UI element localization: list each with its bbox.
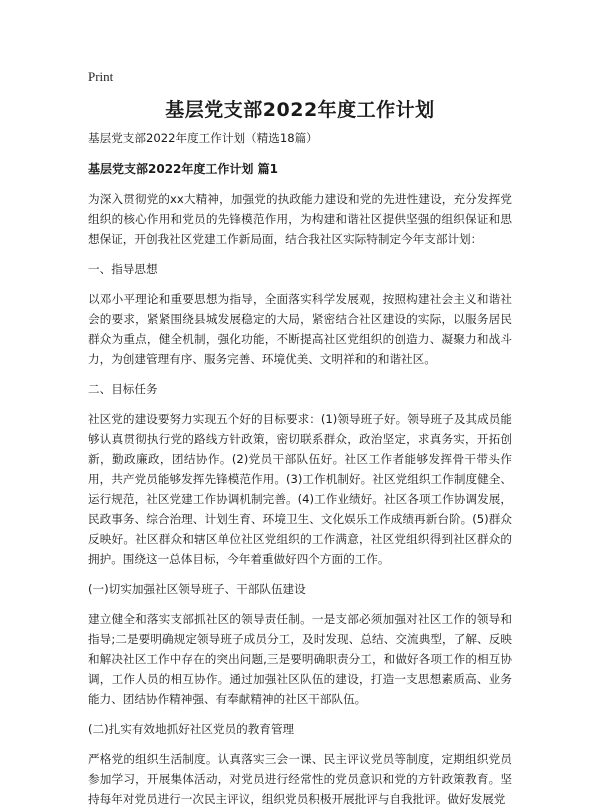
goals-tasks-paragraph: 社区党的建设要努力实现五个好的目标要求：(1)领导班子好。领导班子及其成员能够认真贯彻执行党的路线方针政策，密切联系群众，政治坚定，求真务实，开拓创新，勤政廉政，团结协作。(2)党员干部队伍好。社区工作者能够发挥骨干带头作用，共产党员能够发挥先锋模范作用。(3)工作机制好。社区党组织工作制度健全、运行规范，社区党建工作协调机制完善。(4)工作业绩好。社区各项工作协调发展，民政事务、综合治理、计划生育、环境卫生、文化娱乐工作成绩再新台阶。(5)群众反映好。社区群众和辖区单位社区党组织的工作满意，社区党组织得到社区群众的拥护。围绕这一总体目标，今年着重做好四个方面的工作。 — [88, 412, 512, 566]
print-link[interactable]: Print — [88, 69, 114, 84]
document-subtitle: 基层党支部2022年度工作计划（精选18篇） — [88, 131, 318, 145]
heading-goals-tasks: 二、目标任务 — [88, 382, 158, 396]
heading-guiding-ideology: 一、指导思想 — [88, 262, 158, 276]
heading-leadership-building: (一)切实加强社区领导班子、干部队伍建设 — [88, 582, 306, 596]
leadership-building-paragraph: 建立健全和落实支部抓社区的领导责任制。一是支部必须加强对社区工作的领导和指导;二是要明确规定领导班子成员分工，及时发现、总结、交流典型，了解、反映和解决社区工作中存在的突出问题,三是要明确职责分工，和做好各项工作的相互协调，工作人员的相互协作。通过加强社区队伍的建设，打造一支思想素质高、业务能力、团结协作精神强、有奉献精神的社区干部队伍。 — [88, 612, 512, 706]
heading-party-member-education: (二)扎实有效地抓好社区党员的教育管理 — [88, 722, 295, 736]
party-member-education-paragraph: 严格党的组织生活制度。认真落实三会一课、民主评议党员等制度，定期组织党员参加学习，开展集体活动，对党员进行经常性的党员意识和党的方针政策教育。坚持每年对党员进行一次民主评议，组织党员积极开展批评与自我批评。做好发展党 — [88, 752, 512, 806]
document-body — [88, 128, 512, 809]
guiding-ideology-paragraph: 以邓小平理论和重要思想为指导，全面落实科学发展观，按照构建社会主义和谐社会的要求，紧紧围绕县城发展稳定的大局，紧密结合社区建设的实际，以服务居民群众为重点，健全机制，强化功能，不断提高社区党组织的创造力、凝聚力和战斗力，为创建管理有序、服务完善、环境优美、文明祥和的和谐社区。 — [88, 292, 512, 366]
section-title: 基层党支部2022年度工作计划 篇1 — [88, 162, 278, 176]
intro-paragraph: 为深入贯彻党的xx大精神，加强党的执政能力建设和党的先进性建设，充分发挥党组织的核心作用和党员的先锋模范作用，为构建和谐社区提供坚强的组织保证和思想保证，开创我社区党建工作新局面，结合我社区实际特制定今年支部计划： — [88, 192, 512, 246]
document-title: 基层党支部2022年度工作计划 — [165, 99, 435, 121]
